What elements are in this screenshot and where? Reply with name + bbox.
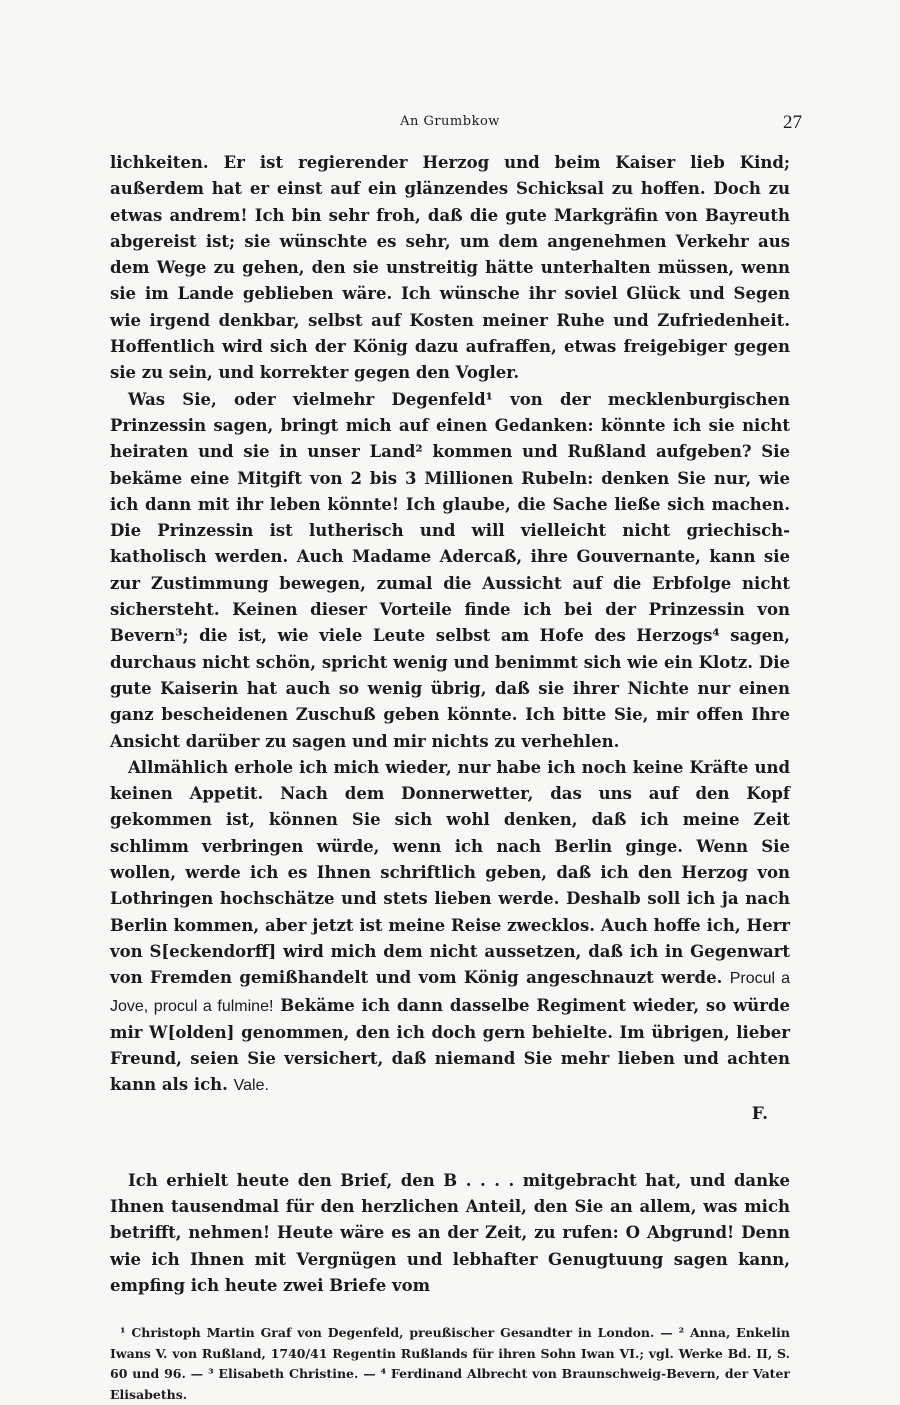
- footnotes: [110, 1323, 790, 1405]
- latin-quote: Procul a Jove, procul a fulmine!: [110, 970, 790, 1015]
- paragraph-1: lichkeiten. Er ist regierender Herzog und beim Kaiser lieb Kind; außerdem hat er einst auf ein glänzendes Schicksal zu hoffen. Doch zu etwas andrem! Ich bin sehr froh, daß die gute Markgräfin von Bayreuth abgereist ist; sie wünschte es sehr, um dem angenehmen Verkehr aus dem Wege zu gehen, den sie unstreitig hätte unterhalten müssen, wenn sie im Lande geblieben wäre. Ich wünsche ihr soviel Glück und Segen wie irgend denkbar, selbst auf Kosten meiner Ruhe und Zufriedenheit. Hoffentlich wird sich der König dazu aufraffen, etwas freigebiger gegen sie zu sein, und korrekter gegen den Vogler.: [110, 153, 790, 383]
- book-page: [110, 112, 802, 1405]
- running-head: [110, 112, 802, 136]
- signature: F.: [751, 1103, 768, 1124]
- paragraph-2: Was Sie, oder vielmehr Degenfeld¹ von der mecklenburgischen Prinzessin sagen, bringt mich auf einen Gedanken: könnte ich sie nicht heiraten und sie in unser Land² kommen und Rußland aufgeben? Sie bekäme eine Mitgift von 2 bis 3 Millionen Rubeln: denken Sie nur, wie ich dann mit ihr leben könnte! Ich glaube, die Sache ließe sich machen. Die Prinzessin ist lutherisch und will vielleicht nicht griechisch-katholisch werden. Auch Madame Adercaß, ihre Gouvernante, kann sie zur Zustimmung bewegen, zumal die Aussicht auf die Erbfolge nicht sichersteht. Keinen dieser Vorteile finde ich bei der Prinzessin von Bevern³; die ist, wie viele Leute selbst am Hofe des Herzogs⁴ sagen, durchaus nicht schön, spricht wenig und benimmt sich wie ein Klotz. Die gute Kaiserin hat auch so wenig übrig, daß sie ihrer Nichte nur einen ganz bescheidenen Zuschuß geben könnte. Ich bitte Sie, mir offen Ihre Ansicht darüber zu sagen und mir nichts zu verhehlen.: [110, 389, 790, 751]
- latin-closing: Vale.: [233, 1077, 269, 1095]
- running-title: An Grumbkow: [400, 114, 500, 129]
- next-letter-paragraph: Ich erhielt heute den Brief, den B . . . . mitgebracht hat, und danke Ihnen tausendmal für den herzlichen Anteil, den Sie an allem, was mich betrifft, nehmen! Heute wäre es an der Zeit, zu rufen: O Abgrund! Denn wie ich Ihnen mit Vergnügen und lebhafter Genugtuung sagen kann, empfing ich heute zwei Briefe vom: [110, 1170, 790, 1295]
- footnote-text: ¹ Christoph Martin Graf von Degenfeld, preußischer Gesandter in London. — ² Anna, Enkelin Iwans V. von Rußland, 1740/41 Regentin Rußlands für ihren Sohn Iwan VI.; vgl. Werke Bd. II, S. 60 und 96. — ³ Elisabeth Christine. — ⁴ Ferdinand Albrecht von Braunschweig-Bevern, der Vater Elisabeths.: [110, 1325, 790, 1402]
- paragraph-3-continuation: Bekäme ich dann dasselbe Regiment wieder, so würde mir W[olden] genommen, den ich doch gern behielte. Im übrigen, lieber Freund, seien Sie versichert, daß niemand Sie mehr lieben und achten kann als ich.: [110, 995, 790, 1095]
- page-number: 27: [783, 112, 802, 133]
- paragraph-3-text: Allmählich erhole ich mich wieder, nur habe ich noch keine Kräfte und keinen Appetit. Nach dem Donnerwetter, das uns auf den Kopf gekommen ist, können Sie sich wohl denken, daß ich meine Zeit schlimm verbringen würde, wenn ich nach Berlin ginge. Wenn Sie wollen, werde ich es Ihnen schriftlich geben, daß ich den Herzog von Lothringen hochschätze und stets lieben werde. Deshalb soll ich ja nach Berlin kommen, aber jetzt ist meine Reise zwecklos. Auch hoffe ich, Herr von S[eckendorff] wird mich dem nicht aussetzen, daß ich in Gegenwart von Fremden gemißhandelt und vom König angeschnauzt werde.: [110, 757, 790, 988]
- paragraph-3: [110, 755, 790, 1100]
